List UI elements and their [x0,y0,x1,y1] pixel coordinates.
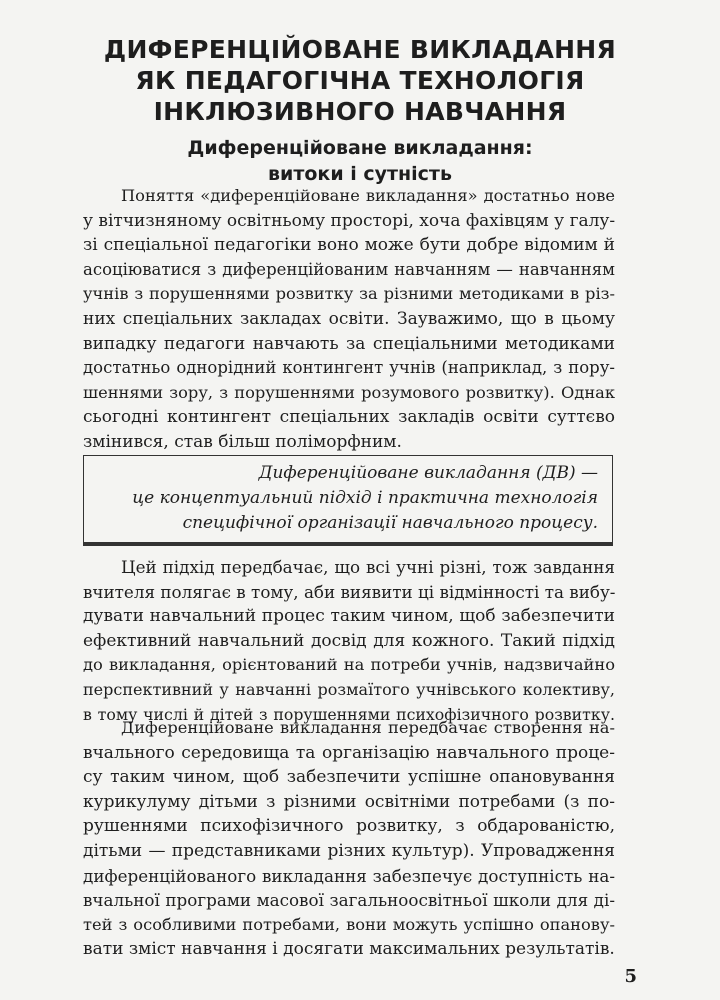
section-subtitle [60,135,660,187]
chapter-title-line: ІНКЛЮЗИВНОГО НАВЧАННЯ [153,97,567,126]
text-line: достатньо однорідний контингент учнів (наприклад, з пору- [83,358,615,378]
page-number: 5 [624,966,637,987]
text-line: до викладання, орієнтований на потреби учнів, надзвичайно [83,655,615,675]
text-line: випадку педагоги навчають за спеціальними методиками [83,333,615,354]
text-line: вчальної програми масової загальноосвітньої школи для ді- [83,890,615,911]
text-line: вчителя полягає в тому, аби виявити ці відмінності та вибу- [83,581,616,602]
paragraph-intro [83,184,615,455]
definition-line: це концептуальний підхід і практична технологія [132,488,598,508]
text-line: в тому числі й дітей з порушеннями психофізичного розвитку. [83,704,615,724]
text-line: рушеннями психофізичного розвитку, з обдарованістю, [83,816,615,837]
section-subtitle-line: витоки і сутність [268,163,452,185]
text-line: асоціюватися з диференційованим навчанням — навчанням [83,259,615,279]
text-line: ефективний навчальний досвід для кожного. Такий підхід [83,630,615,651]
paragraph-approach [83,555,615,727]
text-line: учнів з порушеннями розвитку за різними методиками в різ- [83,284,615,304]
text-line: перспективний у навчанні розмаїтого учнівського колективу, [83,679,615,699]
section-subtitle-line: Диференційоване викладання: [187,137,533,159]
text-line: вати зміст навчання і досягати максимальних результатів. [83,939,615,960]
chapter-title-line: ЯК ПЕДАГОГІЧНА ТЕХНОЛОГІЯ [135,66,585,95]
chapter-title-line: ДИФЕРЕНЦІЙОВАНЕ ВИКЛАДАННЯ [103,35,617,64]
text-line: курикулуму дітьми з різними освітніми потребами (з по- [83,791,615,812]
text-line: них спеціальних закладах освіти. Зауважимо, що в цьому [83,308,615,329]
text-line: сьогодні контингент спеціальних закладів освіти суттєво [83,407,615,428]
chapter-title [60,34,660,127]
definition-box [83,455,613,546]
text-line: Диференційоване викладання передбачає створення на- [121,718,615,737]
text-line: змінився, став більш поліморфним. [83,431,402,452]
text-line: дітьми — представниками різних культур). Упровадження [83,840,615,861]
definition-line: специфічної організації навчального процесу. [182,513,598,533]
text-line: Поняття «диференційоване викладання» достатньо нове [121,186,615,205]
text-line: шеннями зору, з порушеннями розумового розвитку). Однак [83,382,615,402]
text-line: зі спеціальної педагогіки воно може бути добре відомим й [83,235,615,256]
definition-line: Диференційоване викладання (ДВ) — [258,463,598,483]
text-line: вчального середовища та організацію навчального проце- [83,742,615,763]
text-line: су таким чином, щоб забезпечити успішне опановування [83,767,615,788]
text-line: Цей підхід передбачає, що всі учні різні, тож завдання [121,557,615,577]
text-line: тей з особливими потребами, вони можуть успішно опанову- [83,914,615,934]
paragraph-environment [83,716,615,962]
text-line: дувати навчальний процес таким чином, щоб забезпечити [83,606,615,627]
text-line: у вітчизняному освітньому просторі, хоча фахівцям у галу- [83,210,616,231]
text-line: диференційованого викладання забезпечує доступність на- [83,865,615,886]
